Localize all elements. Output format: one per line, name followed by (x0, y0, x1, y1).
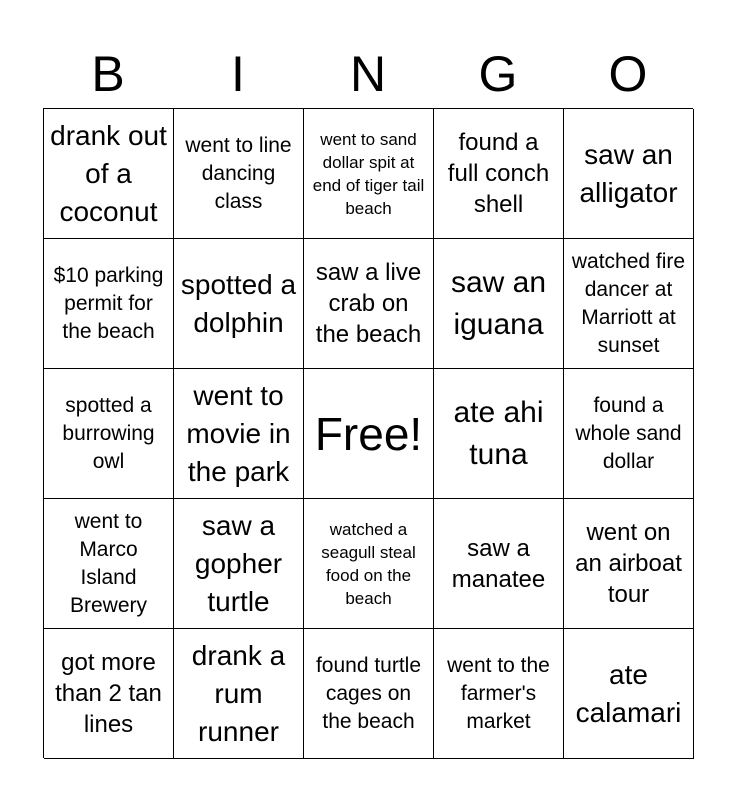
cell-text: went to movie in the park (186, 379, 291, 487)
cell-text: drank out of a coconut (50, 119, 167, 227)
header-letter-i: I (231, 46, 245, 102)
bingo-cell-free[interactable] (304, 369, 434, 499)
bingo-cell[interactable] (44, 369, 174, 499)
bingo-cell[interactable] (564, 499, 694, 629)
cell-text: found a whole sand dollar (575, 393, 682, 473)
header-letter-g: G (478, 46, 518, 102)
bingo-cell[interactable] (44, 109, 174, 239)
bingo-cell[interactable] (174, 629, 304, 759)
cell-text: watched a seagull steal food on the beach (321, 519, 416, 608)
cell-text: saw an iguana (450, 265, 547, 341)
cell-text: saw an alligator (579, 138, 678, 208)
cell-text: saw a live crab on the beach (315, 259, 422, 348)
cell-text: went to Marco Island Brewery (69, 509, 148, 617)
cell-text: found a full conch shell (447, 129, 550, 218)
bingo-cell[interactable] (564, 369, 694, 499)
cell-text: saw a manatee (451, 534, 546, 593)
header-letter-b: B (91, 46, 125, 102)
cell-text: went to the farmer's market (447, 653, 550, 733)
bingo-cell[interactable] (434, 499, 564, 629)
bingo-cell[interactable] (434, 629, 564, 759)
bingo-board (43, 108, 693, 758)
cell-text: drank a rum runner (191, 639, 286, 747)
header-letter-n: N (349, 46, 387, 102)
bingo-cell[interactable] (44, 239, 174, 369)
bingo-cell[interactable] (564, 239, 694, 369)
bingo-header (43, 40, 693, 108)
bingo-cell[interactable] (564, 629, 694, 759)
bingo-cell[interactable] (564, 109, 694, 239)
cell-text: saw a gopher turtle (194, 509, 283, 617)
cell-text: went to line dancing class (185, 133, 292, 213)
bingo-cell[interactable] (434, 369, 564, 499)
bingo-cell[interactable] (304, 109, 434, 239)
cell-text: watched fire dancer at Marriott at sunset (571, 249, 686, 357)
bingo-cell[interactable] (44, 499, 174, 629)
header-letter-o: O (608, 46, 648, 102)
cell-text: spotted a dolphin (180, 268, 297, 338)
cell-text: got more than 2 tan lines (55, 649, 162, 738)
cell-text: $10 parking permit for the beach (53, 263, 164, 343)
cell-text: Free! (314, 407, 423, 460)
bingo-cell[interactable] (304, 239, 434, 369)
bingo-cell[interactable] (304, 629, 434, 759)
bingo-cell[interactable] (434, 109, 564, 239)
bingo-cell[interactable] (44, 629, 174, 759)
cell-text: went on an airboat tour (575, 519, 682, 608)
cell-text: ate calamari (575, 658, 682, 728)
cell-text: spotted a burrowing owl (62, 393, 155, 473)
bingo-cell[interactable] (304, 499, 434, 629)
bingo-cell[interactable] (174, 109, 304, 239)
cell-text: ate ahi tuna (453, 395, 544, 471)
cell-text: found turtle cages on the beach (315, 653, 422, 733)
cell-text: went to sand dollar spit at end of tiger tail beach (312, 129, 425, 218)
bingo-cell[interactable] (174, 499, 304, 629)
bingo-cell[interactable] (434, 239, 564, 369)
bingo-cell[interactable] (174, 239, 304, 369)
bingo-cell[interactable] (174, 369, 304, 499)
